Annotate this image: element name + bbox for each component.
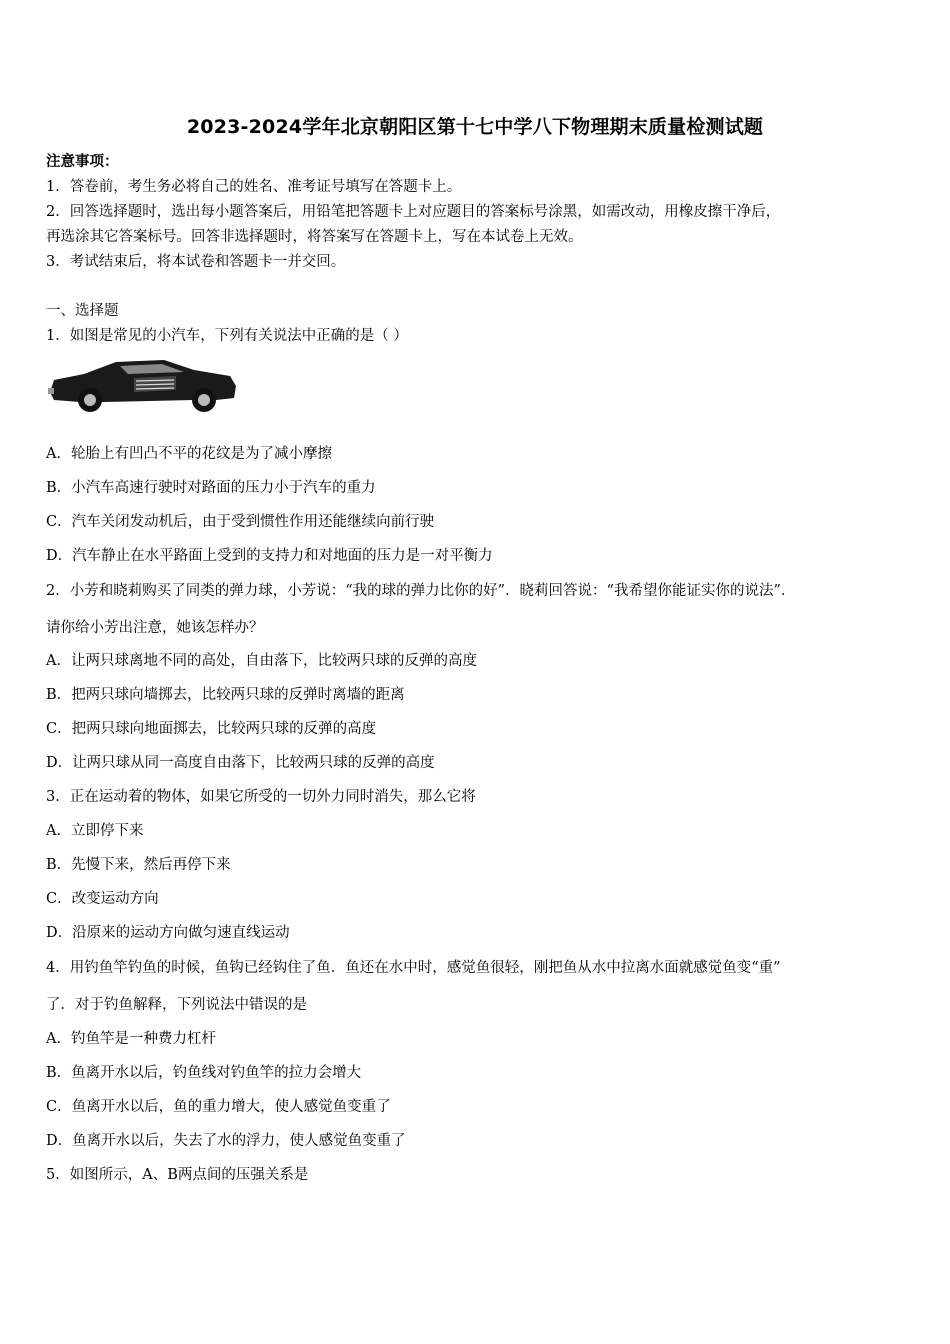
notice-item: 3．考试结束后，将本试卷和答题卡一并交回。 — [46, 254, 346, 270]
question-4-stem: 了．对于钓鱼解释，下列说法中错误的是 — [46, 997, 307, 1013]
section-heading: 一、选择题 — [46, 303, 119, 319]
question-3-option: C．改变运动方向 — [46, 891, 159, 907]
notice-heading: 注意事项： — [46, 153, 119, 170]
question-4-option: C．鱼离开水以后，鱼的重力增大，使人感觉鱼变重了 — [46, 1099, 391, 1115]
question-2-option: C．把两只球向地面掷去，比较两只球的反弹的高度 — [46, 721, 377, 737]
question-4-stem: 4．用钓鱼竿钓鱼的时候，鱼钩已经钩住了鱼．鱼还在水中时，感觉鱼很轻，刚把鱼从水中拉离水面就感觉鱼变“重” — [46, 960, 781, 976]
question-4-option: B．鱼离开水以后，钓鱼线对钓鱼竿的拉力会增大 — [46, 1065, 362, 1081]
question-1-option: A．轮胎上有凹凸不平的花纹是为了减小摩擦 — [46, 446, 332, 462]
notice-item: 再选涂其它答案标号。回答非选择题时，将答案写在答题卡上，写在本试卷上无效。 — [46, 229, 583, 245]
question-3-option: D．沿原来的运动方向做匀速直线运动 — [46, 925, 290, 941]
question-3-option: A．立即停下来 — [46, 823, 144, 839]
question-1-option: C．汽车关闭发动机后，由于受到惯性作用还能继续向前行驶 — [46, 514, 435, 530]
question-1-stem: 1．如图是常见的小汽车，下列有关说法中正确的是（ ） — [46, 328, 408, 344]
notice-item: 1．答卷前，考生务必将自己的姓名、准考证号填写在答题卡上。 — [46, 179, 462, 195]
question-2-option: B．把两只球向墙掷去，比较两只球的反弹时离墙的距离 — [46, 687, 405, 703]
question-3-stem: 3．正在运动着的物体，如果它所受的一切外力同时消失，那么它将 — [46, 789, 476, 805]
page-title: 2023-2024学年北京朝阳区第十七中学八下物理期末质量检测试题 — [186, 116, 764, 138]
question-1-option: B．小汽车高速行驶时对路面的压力小于汽车的重力 — [46, 480, 376, 496]
question-1-option: D．汽车静止在水平路面上受到的支持力和对地面的压力是一对平衡力 — [46, 548, 493, 564]
car-illustration — [44, 356, 240, 414]
question-2-option: D．让两只球从同一高度自由落下，比较两只球的反弹的高度 — [46, 755, 435, 771]
question-2-option: A．让两只球离地不同的高处，自由落下，比较两只球的反弹的高度 — [46, 653, 477, 669]
question-2-stem: 2．小芳和晓莉购买了同类的弹力球，小芳说：“我的球的弹力比你的好”．晓莉回答说：“我希望你能证实你的说法”． — [46, 583, 796, 599]
question-4-option: D．鱼离开水以后，失去了水的浮力，使人感觉鱼变重了 — [46, 1133, 406, 1149]
question-2-stem: 请你给小芳出注意，她该怎样办？ — [46, 620, 264, 636]
question-5-stem: 5．如图所示，A、B两点间的压强关系是 — [46, 1167, 309, 1183]
question-4-option: A．钓鱼竿是一种费力杠杆 — [46, 1031, 216, 1047]
question-3-option: B．先慢下来，然后再停下来 — [46, 857, 231, 873]
notice-item: 2．回答选择题时，选出每小题答案后，用铅笔把答题卡上对应题目的答案标号涂黑，如需改动，用橡皮擦干净后， — [46, 204, 781, 220]
